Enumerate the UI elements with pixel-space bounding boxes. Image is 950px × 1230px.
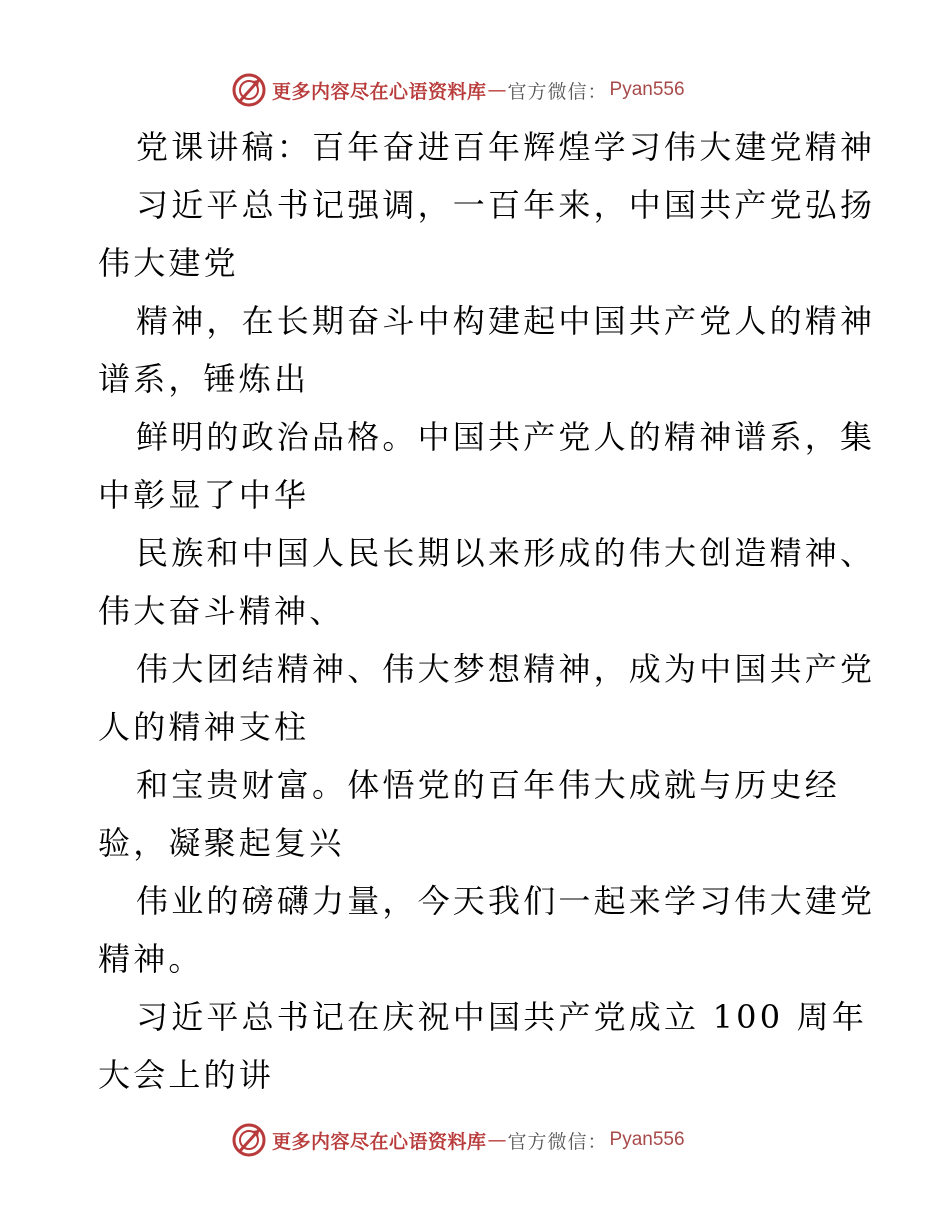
banner-dash: — [487, 1129, 507, 1151]
paragraph-line: 精神，在长期奋斗中构建起中国共产党人的精神 [136, 302, 876, 340]
paragraph-line: 伟大奋斗精神、 [98, 592, 345, 630]
paragraph-line: 人的精神支柱 [98, 708, 310, 746]
paragraph-line: 伟大建党 [98, 244, 239, 282]
banner-site-name: 更多内容尽在心语资料库 [272, 1130, 487, 1153]
paragraph-line: 和宝贵财富。体悟党的百年伟大成就与历史经 [136, 766, 841, 804]
banner-wechat-id: Pyan556 [609, 79, 685, 100]
banner-site-name: 更多内容尽在心语资料库 [272, 80, 487, 103]
document-body [98, 118, 876, 1104]
banner-dash: — [487, 79, 507, 101]
paragraph-line: 习近平总书记强调，一百年来，中国共产党弘扬 [136, 186, 876, 224]
paragraph-line: 大会上的讲 [98, 1056, 275, 1094]
paragraph-line: 精神。 [98, 940, 204, 978]
paragraph-line: 验，凝聚起复兴 [98, 824, 345, 862]
banner-wechat-label: 官方微信： [507, 1130, 608, 1153]
paragraph-line: 民族和中国人民长期以来形成的伟大创造精神、 [136, 534, 876, 572]
document-title: 党课讲稿：百年奋进百年辉煌学习伟大建党精神 [136, 128, 876, 166]
brand-logo-icon [232, 1123, 266, 1157]
footer-banner [232, 1122, 732, 1158]
paragraph-line: 鲜明的政治品格。中国共产党人的精神谱系，集 [136, 418, 876, 456]
banner-wechat-id: Pyan556 [609, 1129, 685, 1150]
paragraph-line: 伟大团结精神、伟大梦想精神，成为中国共产党 [136, 650, 876, 688]
banner-wechat-label: 官方微信： [507, 80, 608, 103]
paragraph-line: 谱系，锤炼出 [98, 360, 310, 398]
paragraph-line: 中彰显了中华 [98, 476, 310, 514]
header-banner [232, 72, 732, 108]
paragraph-line: 习近平总书记在庆祝中国共产党成立 100 周年 [136, 998, 868, 1036]
brand-logo-icon [232, 73, 266, 107]
paragraph-line: 伟业的磅礴力量，今天我们一起来学习伟大建党 [136, 882, 876, 920]
